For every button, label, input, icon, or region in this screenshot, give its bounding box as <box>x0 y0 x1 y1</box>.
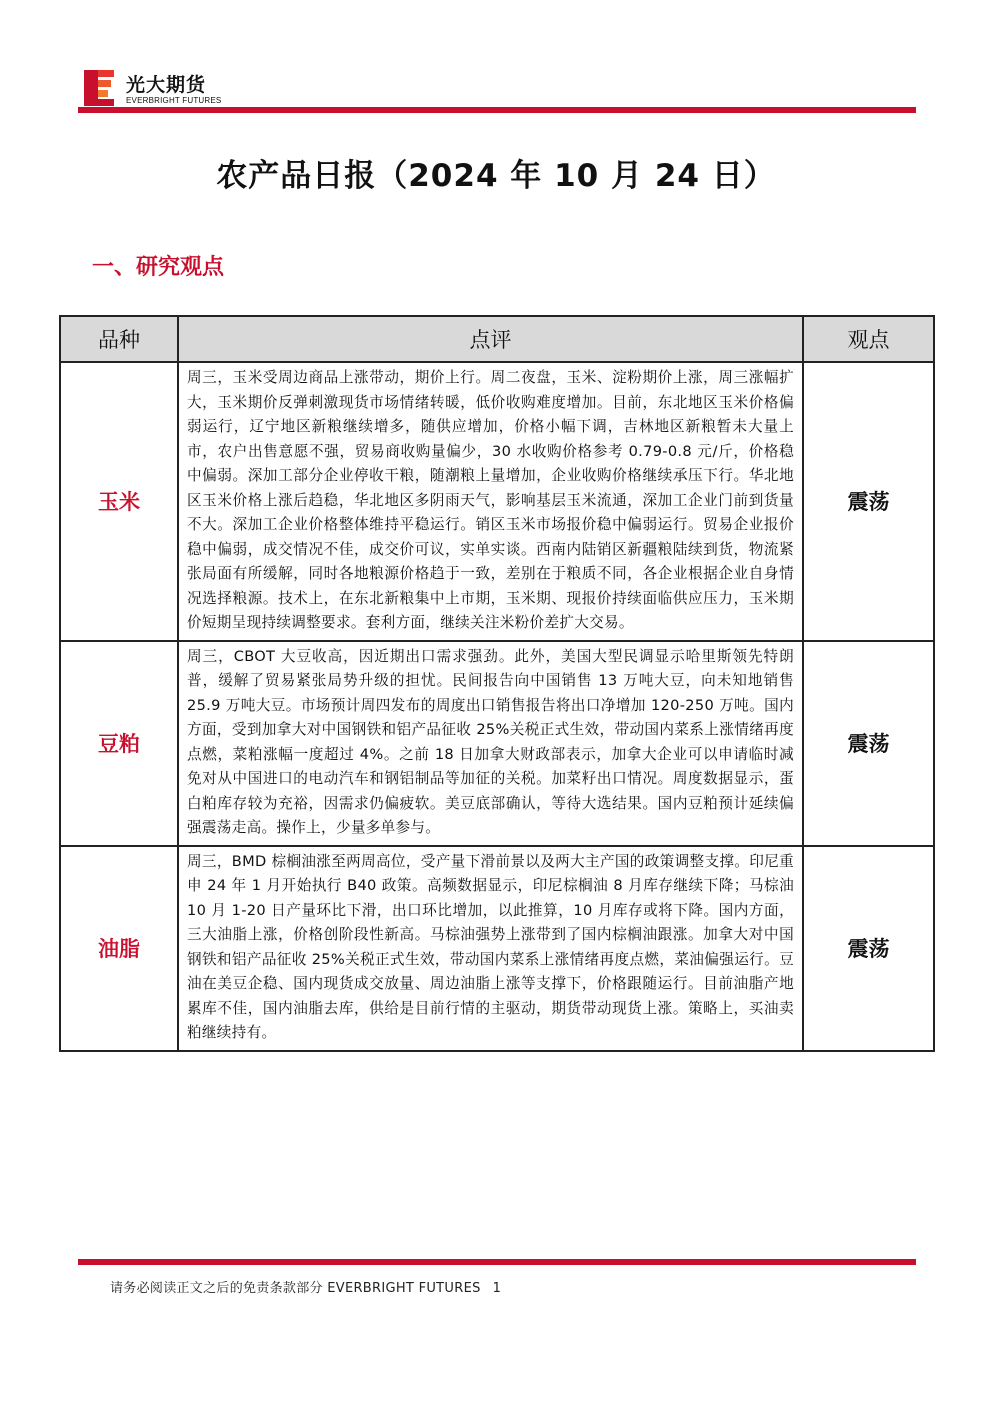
page-title: 农产品日报（2024 年 10 月 24 日） <box>216 158 776 194</box>
research-table <box>59 315 935 1052</box>
comment-cell: 周三，CBOT 大豆收高，因近期出口需求强劲。此外，美国大型民调显示哈里斯领先特朗普，缓解了贸易紧张局势升级的担忧。民间报告向中国销售 13 万吨大豆，向未知地销售 25.9 万吨大豆。市场预计周四发布的周度出口销售报告将出口净增加 120-250 万吨。国内方面，受到加拿大对中国钢铁和铝产品征收 25%关税正式生效，带动国内菜系上涨情绪再度点燃，菜粕涨幅一度超过 4%。之前 18 日加拿大财政部表示，加拿大企业可以申请临时减免对从中国进口的电动汽车和钢铝制品等加征的关税。加菜籽出口情况。周度数据显示，蛋白粕库存较为充裕，因需求仍偏疲软。美豆底部确认，等待大选结果。国内豆粕预计延续偏强震荡走高。操作上，少量多单参与。 <box>178 641 803 846</box>
table-row <box>60 362 934 641</box>
column-header-variety: 品种 <box>60 316 178 362</box>
page-number: 1 <box>492 1281 502 1296</box>
column-header-view: 观点 <box>803 316 934 362</box>
table-row <box>60 846 934 1051</box>
variety-cell: 豆粕 <box>60 641 178 846</box>
logo-text-cn: 光大期货 <box>126 74 207 96</box>
footer-rule <box>78 1259 916 1265</box>
footer-disclaimer: 请务必阅读正文之后的免责条款部分 EVERBRIGHT FUTURES <box>110 1281 481 1296</box>
view-cell: 震荡 <box>803 846 934 1051</box>
footer <box>110 1277 501 1296</box>
everbright-logo-icon <box>84 70 116 106</box>
view-cell: 震荡 <box>803 641 934 846</box>
section-heading: 一、研究观点 <box>92 255 225 280</box>
column-header-comment: 点评 <box>178 316 803 362</box>
variety-cell: 油脂 <box>60 846 178 1051</box>
table-row <box>60 641 934 846</box>
header-rule <box>78 107 916 113</box>
table-header-row <box>60 316 934 362</box>
comment-cell: 周三，玉米受周边商品上涨带动，期价上行。周二夜盘，玉米、淀粉期价上涨，周三涨幅扩大，玉米期价反弹刺激现货市场情绪转暖，低价收购难度增加。目前，东北地区玉米价格偏弱运行，辽宁地区新粮继续增多，随供应增加，价格小幅下调，吉林地区新粮暂未大量上市，农户出售意愿不强，贸易商收购量偏少，30 水收购价格参考 0.79-0.8 元/斤，价格稳中偏弱。深加工部分企业停收干粮，随潮粮上量增加，企业收购价格继续承压下行。华北地区玉米价格上涨后趋稳，华北地区多阴雨天气，影响基层玉米流通，深加工企业门前到货量不大。深加工企业价格整体维持平稳运行。销区玉米市场报价稳中偏弱运行。贸易企业报价稳中偏弱，成交情况不佳，成交价可议，实单实谈。西南内陆销区新疆粮陆续到货，物流紧张局面有所缓解，同时各地粮源价格趋于一致，差别在于粮质不同，各企业根据企业自身情况选择粮源。技术上，在东北新粮集中上市期，玉米期、现报价持续面临供应压力，玉米期价短期呈现持续调整要求。套利方面，继续关注米粉价差扩大交易。 <box>178 362 803 641</box>
view-cell: 震荡 <box>803 362 934 641</box>
variety-cell: 玉米 <box>60 362 178 641</box>
comment-cell: 周三，BMD 棕榈油涨至两周高位，受产量下滑前景以及两大主产国的政策调整支撑。印尼重申 24 年 1 月开始执行 B40 政策。高频数据显示，印尼棕榈油 8 月库存继续下降；马棕油 10 月 1-20 日产量环比下滑，出口环比增加，以此推算，10 月库存或将下降。国内方面，三大油脂上涨，价格创阶段性新高。马棕油强势上涨带到了国内棕榈油跟涨。加拿大对中国钢铁和铝产品征收 25%关税正式生效，带动国内菜系上涨情绪再度点燃，菜油偏强运行。豆油在美豆企稳、国内现货成交放量、周边油脂上涨等支撑下，价格跟随运行。目前油脂产地累库不佳，国内油脂去库，供给是目前行情的主驱动，期货带动现货上涨。策略上，买油卖粕继续持有。 <box>178 846 803 1051</box>
logo-text-en: EVERBRIGHT FUTURES <box>126 96 222 105</box>
